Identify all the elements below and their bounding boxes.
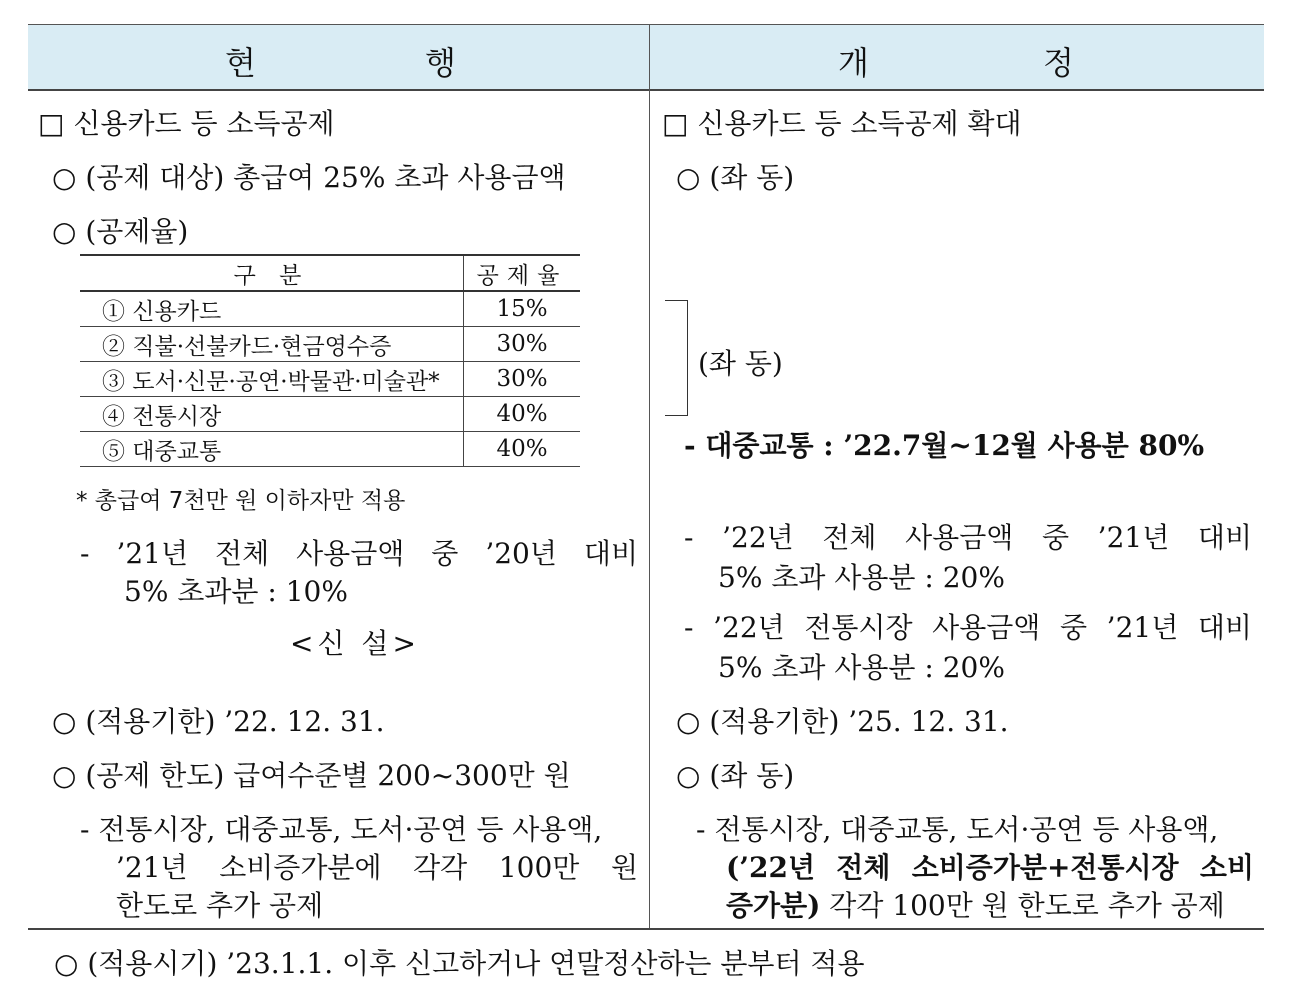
header-current-char2: 행 <box>425 44 456 82</box>
rate-table-rate: 15% <box>464 291 581 327</box>
same-as-current-bracket <box>665 300 688 416</box>
rate-table-category: ④ 전통시장 <box>80 397 464 432</box>
rate-table-rate: 40% <box>464 432 581 467</box>
revised-title: □ 신용카드 등 소득공제 확대 <box>662 107 1022 140</box>
header-current-char1: 현 <box>225 44 256 82</box>
rate-table-row <box>80 362 580 397</box>
current-limit-sub3: 한도로 추가 공제 <box>116 889 324 922</box>
current-increase-line2: 5% 초과분 : 10% <box>124 575 348 608</box>
new-marker: <신 설> <box>290 627 420 660</box>
header-revised-char1: 개 <box>838 44 869 82</box>
current-limit-sub2: ’21년 소비증가분에 각각 100만 원 <box>116 851 638 884</box>
column-divider <box>649 24 650 928</box>
revised-increase2-line2: 5% 초과 사용분 : 20% <box>718 651 1005 684</box>
revised-limit: ○ (좌 동) <box>676 759 795 792</box>
rate-table-rate: 40% <box>464 397 581 432</box>
current-title: □ 신용카드 등 소득공제 <box>38 107 335 140</box>
revised-limit-sub1: - 전통시장, 대중교통, 도서·공연 등 사용액, <box>696 813 1219 846</box>
revised-increase1-line1: - ’22년 전체 사용금액 중 ’21년 대비 <box>684 521 1252 554</box>
rate-table-header-row <box>80 255 580 291</box>
current-limit: ○ (공제 한도) 급여수준별 200~300만 원 <box>52 759 571 792</box>
header-revised-char2: 정 <box>1043 44 1074 82</box>
rate-table-row <box>80 291 580 327</box>
rate-table-category: ⑤ 대중교통 <box>80 432 464 467</box>
rate-table-category: ③ 도서·신문·공연·박물관·미술관* <box>80 362 464 397</box>
current-rate-title: ○ (공제율) <box>52 215 189 248</box>
rate-table-row <box>80 327 580 362</box>
rate-table-row <box>80 397 580 432</box>
revised-limit-sub3 <box>726 884 1225 924</box>
rate-table-header-rate: 공제율 <box>464 255 581 291</box>
rate-table-header-category: 구 분 <box>80 255 464 291</box>
revised-period: ○ (적용기한) ’25. 12. 31. <box>676 705 1009 738</box>
rate-table-rate: 30% <box>464 327 581 362</box>
rate-table-note: * 총급여 7천만 원 이하자만 적용 <box>76 488 406 514</box>
rate-table-row <box>80 432 580 467</box>
revised-increase1-line2: 5% 초과 사용분 : 20% <box>718 561 1005 594</box>
table-bottom-rule <box>28 928 1264 930</box>
revised-limit-sub2: (’22년 전체 소비증가분+전통시장 소비 <box>726 851 1254 884</box>
rate-table-category: ② 직불·선불카드·현금영수증 <box>80 327 464 362</box>
revised-limit-sub3-bold: 증가분) <box>726 889 821 922</box>
revised-limit-sub3-rest: 각각 100만 원 한도로 추가 공제 <box>820 889 1225 922</box>
rate-table-rate: 30% <box>464 362 581 397</box>
current-increase-line1: - ’21년 전체 사용금액 중 ’20년 대비 <box>80 537 638 570</box>
revised-transit: - 대중교통 : ’22.7월~12월 사용분 80% <box>684 429 1205 462</box>
revised-rate-same: (좌 동) <box>698 347 783 380</box>
revised-increase2-line1: - ’22년 전통시장 사용금액 중 ’21년 대비 <box>684 611 1252 644</box>
table-header <box>28 24 1264 91</box>
current-period: ○ (적용기한) ’22. 12. 31. <box>52 705 385 738</box>
rate-table <box>80 254 580 467</box>
current-target: ○ (공제 대상) 총급여 25% 초과 사용금액 <box>52 161 566 194</box>
revised-target: ○ (좌 동) <box>676 161 795 194</box>
current-limit-sub1: - 전통시장, 대중교통, 도서·공연 등 사용액, <box>80 813 603 846</box>
rate-table-category: ① 신용카드 <box>80 291 464 327</box>
footer-application: ○ (적용시기) ’23.1.1. 이후 신고하거나 연말정산하는 분부터 적용 <box>54 947 865 980</box>
